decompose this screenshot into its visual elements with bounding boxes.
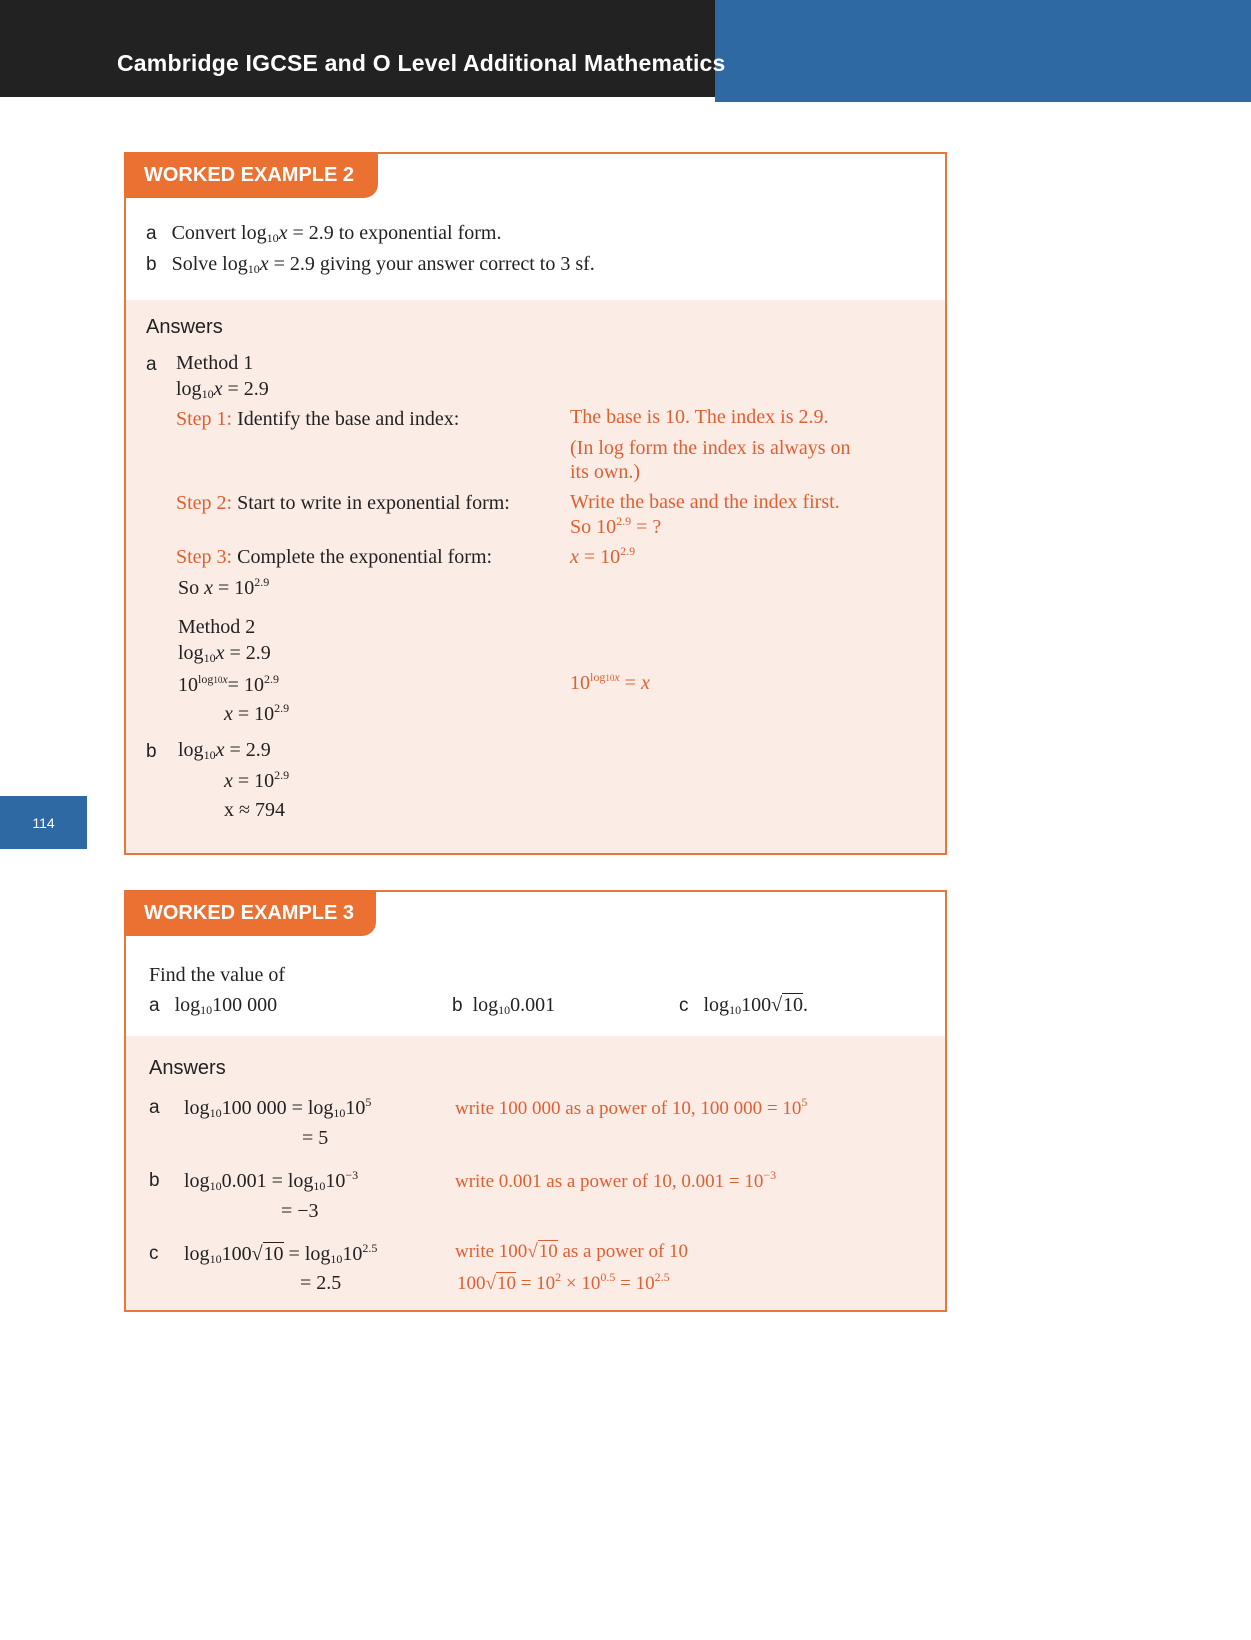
answer-a-note: write 100 000 as a power of 10, 100 $000 = 10^5$ [455,1095,808,1119]
answer-b-label: b [146,741,157,762]
m2-log-equation: $\log_{10}x = 2.9$ [178,642,271,665]
question-c: c $\log_{10}100√10$. [679,994,809,1017]
answer-c-line-2: = 2.5 [300,1272,342,1294]
answer-c-note-2: $100√10 = 10^2 \times 10^{0.5} = 10^{2.5}$ [457,1270,670,1294]
worked-example-3-tag: WORKED EXAMPLE 3 [124,890,376,936]
m2-result: $x = 10^{2.9}$ [224,701,290,725]
answer-a-line-2: = 5 [302,1127,329,1149]
answer-c-label: c [149,1243,159,1264]
header-bar [0,0,715,97]
step-1: Step 1: Identify the base and index: [176,408,460,430]
method-1-heading: Method 1 [176,352,254,374]
b-approx-answer: x ≈ 794 [224,799,285,821]
step-1-note-2: (In log form the index is always on [570,437,851,459]
question-a: a Convert $\log_{10}x = 2.9$ to exponential form. [146,222,502,245]
step-1-note-1: The base is 10. The index is 2.9. [570,406,829,428]
question-b: b Solve $\log_{10}x = 2.9$ giving your answer correct to 3 sf. [146,253,595,276]
worked-example-2-tag: WORKED EXAMPLE 2 [124,152,378,198]
answer-c-note-1: write 100√10 as a power of 10 [455,1241,689,1262]
answer-b-note: write 0.001 as a power of 10, $0.001 = 10^{-3}$ [455,1168,777,1192]
answer-c-line-1: $\log_{10}100√10 = \log_{10}10^{2.5}$ [184,1241,378,1266]
answer-b-line-1: $\log_{10}0.001 = \log_{10}10^{-3}$ [184,1168,359,1193]
step-2-note-1: Write the base and the index first. [570,491,840,513]
intro-text: Find the value of [149,964,286,986]
answer-a-label: a [149,1097,160,1118]
answer-a-label: a [146,354,157,375]
answer-b-label: b [149,1170,160,1191]
m1-log-equation: $\log_{10}x = 2.9$ [176,378,269,401]
method-2-heading: Method 2 [178,616,256,638]
step-2: Step 2: Start to write in exponential form: [176,492,510,514]
answer-b-line-2: = −3 [281,1200,319,1222]
b-log-equation: $\log_{10}x = 2.9$ [178,739,271,762]
worked-example-3 [124,890,947,1312]
m2-note: $10^{log10x} = x$ [570,670,650,694]
answers-heading: Answers [149,1057,226,1079]
question-a: a $\log_{10}100$ 000 [149,994,278,1017]
answer-a-line-1: $\log_{10}100$ $000 = \log_{10}10^5$ [184,1095,372,1120]
step-1-note-3: its own.) [570,461,640,483]
worked-example-2 [124,152,947,855]
step-3: Step 3: Complete the exponential form: [176,546,493,568]
answers-heading: Answers [146,316,223,338]
book-title: Cambridge IGCSE and O Level Additional Mathematics [117,50,726,76]
b-exponential: $x = 10^{2.9}$ [224,768,290,792]
m2-exponentiate: $10^{log10x}= 10^{2.9}$ [178,672,279,696]
step-3-note: $x = 10^{2.9}$ [570,544,636,568]
page-number: 114 [32,814,55,831]
question-b: b $\log_{10}0.001$ [452,994,556,1017]
step-2-note-2: So $10^{2.9}$ = ? [570,514,662,538]
page-number-tab [0,796,87,849]
header-accent-bar [715,0,1251,102]
m1-result: So $x = 10^{2.9}$ [178,575,270,599]
